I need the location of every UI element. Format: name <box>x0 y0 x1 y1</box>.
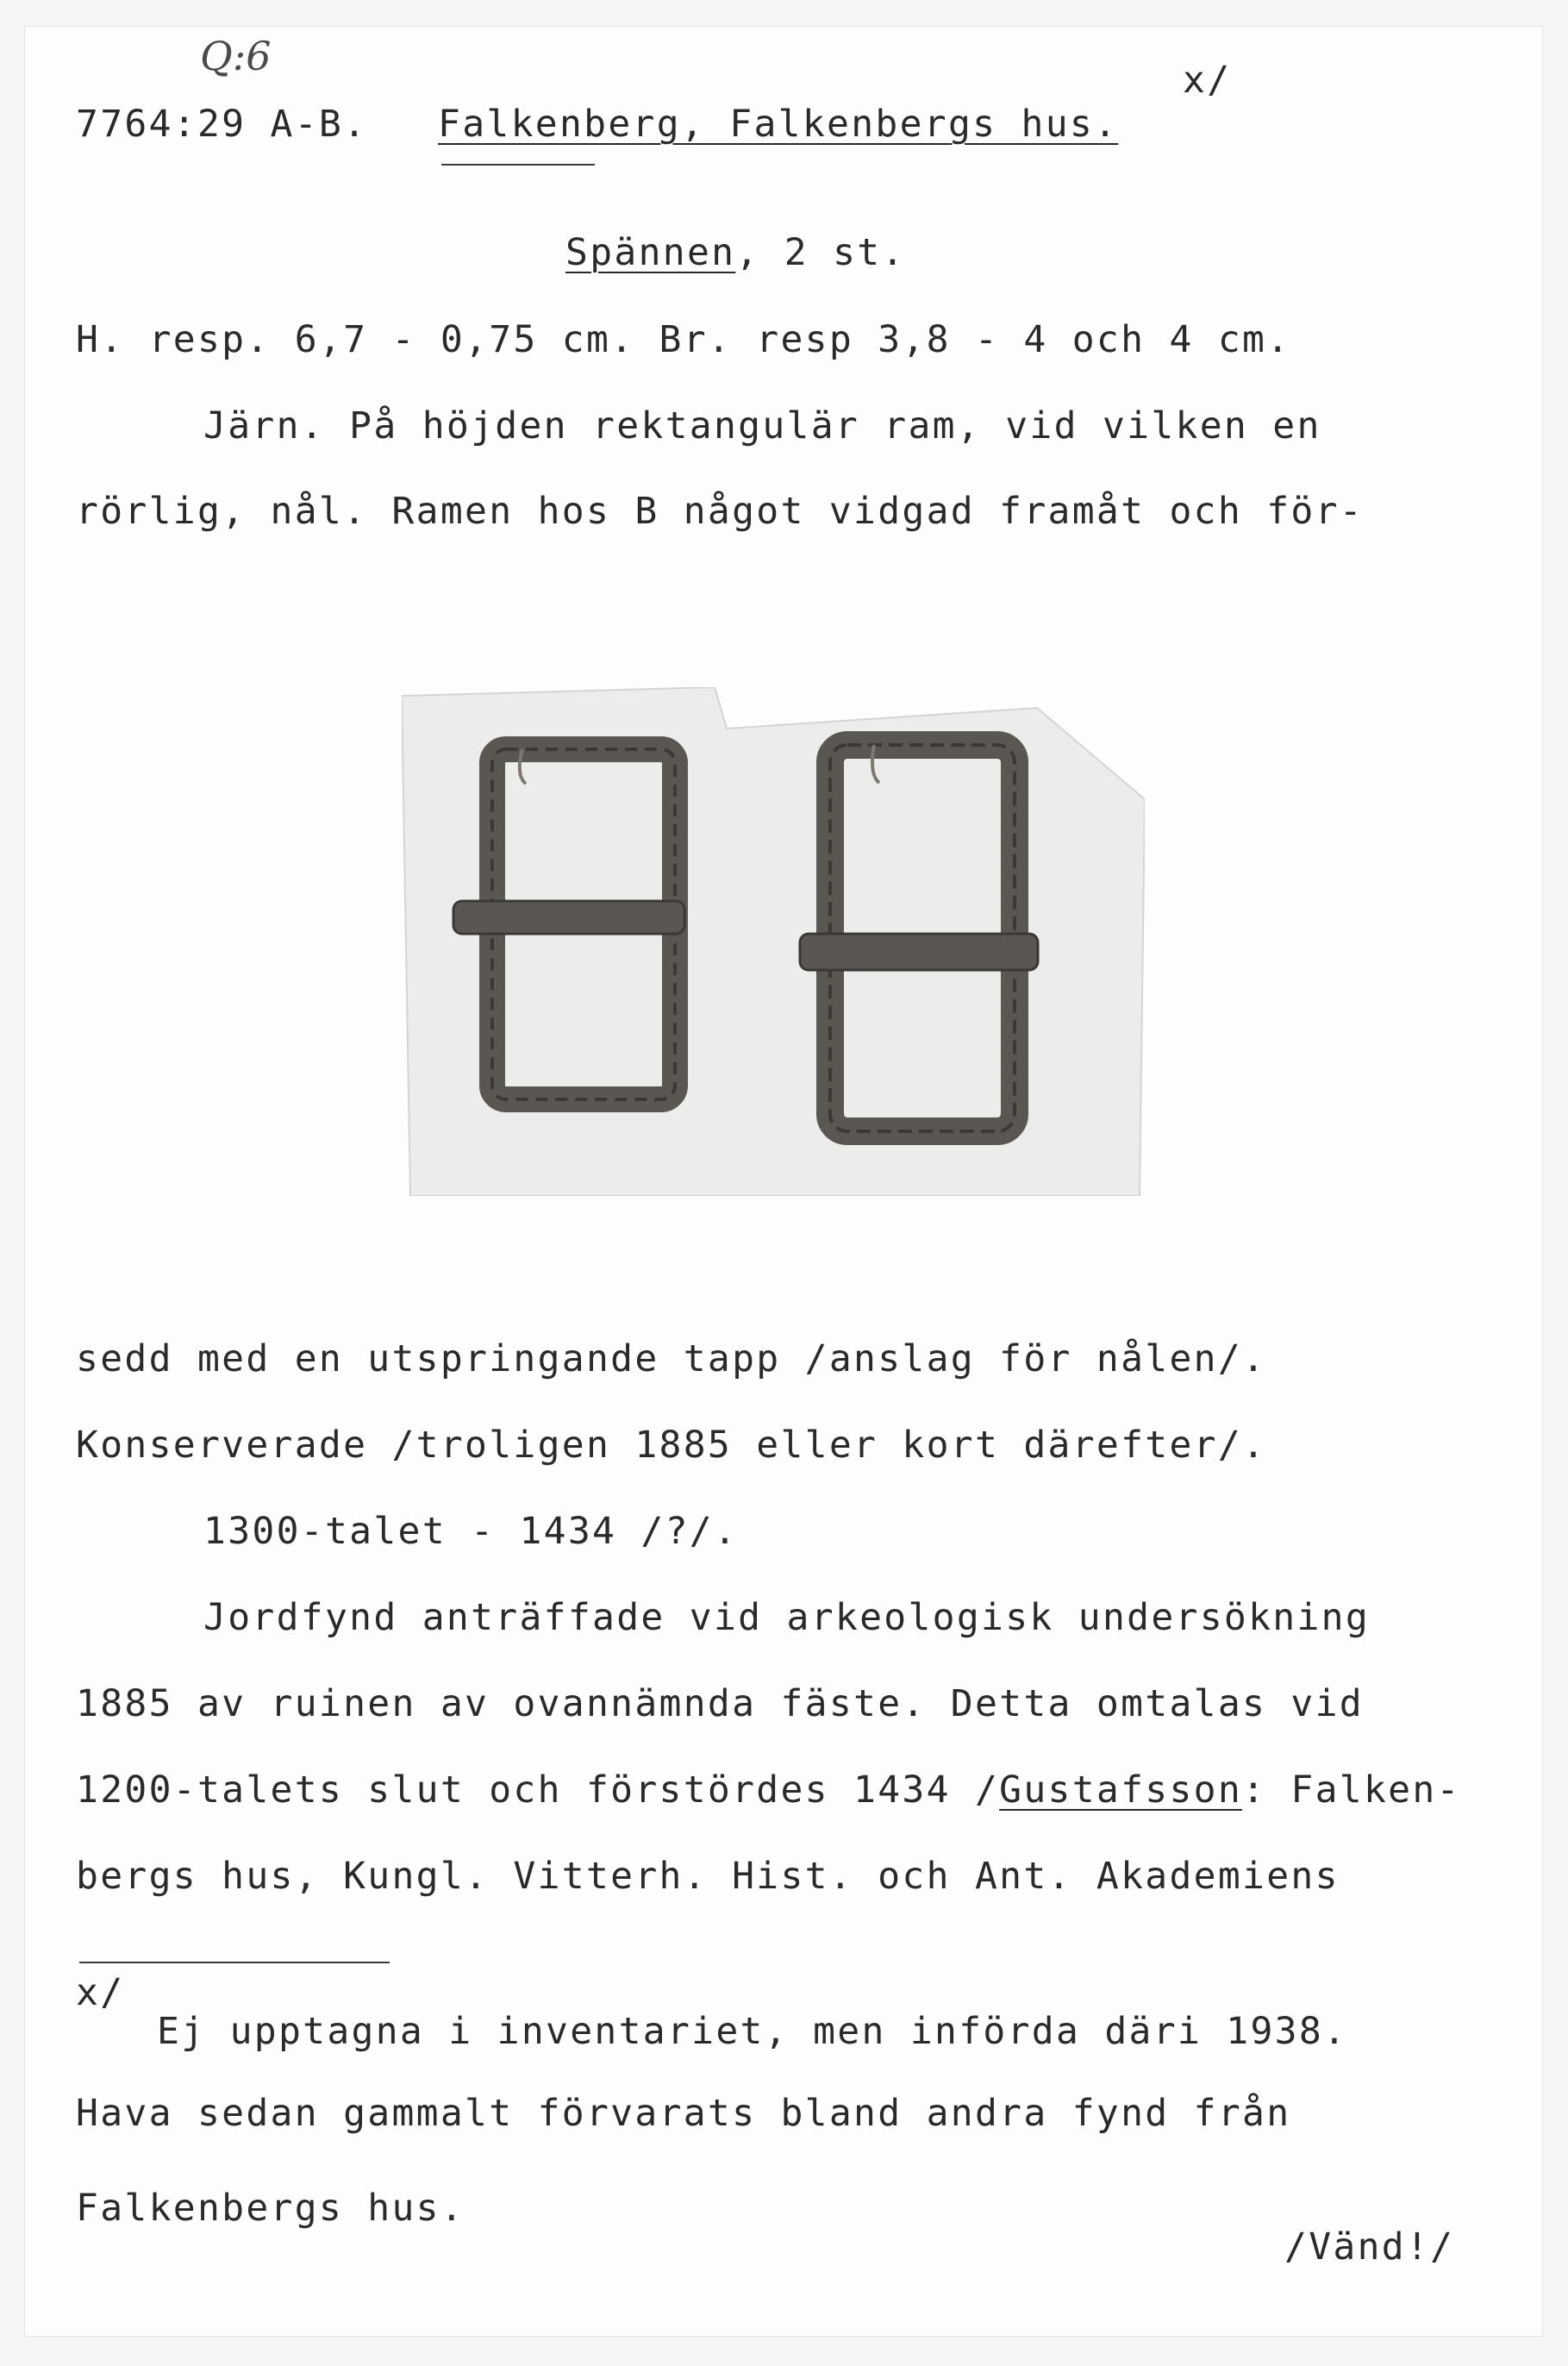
footnote-line2: Hava sedan gammalt förvarats bland andra fynd från <box>76 2092 1291 2135</box>
continuation-note: /Vänd!/ <box>1284 2225 1455 2269</box>
para2-line3 <box>76 1768 1461 1812</box>
para1-line4: Konserverade /troligen 1885 eller kort därefter/. <box>76 1424 1267 1467</box>
footnote-marker-top: x/ <box>1183 59 1232 102</box>
para2-line3-start: 1200-talets slut och förstördes 1434 / <box>76 1768 1000 1812</box>
object-title: Spännen <box>565 231 736 274</box>
para2-line2: 1885 av ruinen av ovannämnda fäste. Detta omtalas vid <box>76 1682 1364 1725</box>
footnote-line1: Ej upptagna i inventariet, men införda däri 1938. <box>157 2010 1348 2053</box>
heading-rule <box>441 164 595 166</box>
footnote-line3: Falkenbergs hus. <box>76 2187 465 2230</box>
para2-line1: Jordfynd anträffade vid arkeologisk undersökning <box>203 1596 1371 1639</box>
site-heading: Falkenberg, Falkenbergs hus. <box>438 103 1119 146</box>
reference-author: Gustafsson <box>999 1768 1243 1812</box>
object-heading <box>565 231 906 274</box>
para2-line3-end: : Falken- <box>1242 1768 1461 1812</box>
dimensions-line: H. resp. 6,7 - 0,75 cm. Br. resp 3,8 - 4 och 4 cm. <box>76 318 1291 361</box>
para1-line1: Järn. På höjden rektangulär ram, vid vilken en <box>203 404 1321 448</box>
buckle-b-bar <box>800 934 1038 970</box>
buckle-a-bar <box>453 901 684 934</box>
para1-line2: rörlig, nål. Ramen hos B något vidgad framåt och för- <box>76 490 1364 533</box>
para2-line4: bergs hus, Kungl. Vitterh. Hist. och Ant. Akademiens <box>76 1855 1340 1898</box>
pencil-mark: Q:6 <box>200 33 272 79</box>
footnote-rule <box>79 1962 390 1963</box>
buckle-photograph <box>402 687 1145 1196</box>
catalog-number: 7764:29 A-B. <box>76 103 368 146</box>
para1-line3: sedd med en utspringande tapp /anslag för nålen/. <box>76 1337 1267 1380</box>
dating-line: 1300-talet - 1434 /?/. <box>203 1510 739 1553</box>
object-count: , 2 st. <box>735 231 906 274</box>
footnote-marker-bottom: x/ <box>76 1971 125 2014</box>
